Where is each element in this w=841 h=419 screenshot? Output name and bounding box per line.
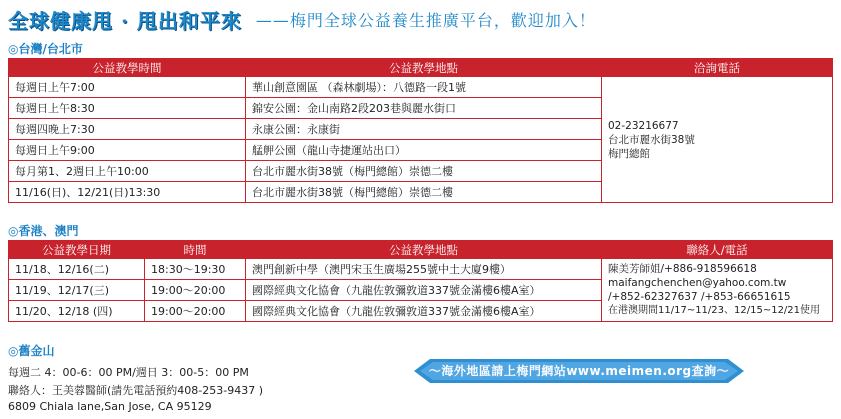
table-row — [9, 77, 833, 98]
column-header: 時間 — [145, 241, 246, 259]
website-banner — [414, 357, 744, 385]
time-cell: 18:30～19:30 — [145, 259, 246, 280]
table-header-row — [9, 241, 833, 259]
column-header: 洽詢電話 — [602, 59, 833, 77]
place-cell: 華山創意園區 （森林劇場）：八德路一段1號 — [246, 77, 602, 98]
column-header: 公益教學地點 — [246, 59, 602, 77]
time-cell: 每月第1、2週日上午10:00 — [9, 161, 246, 182]
region-san-francisco: ◎舊金山 — [8, 344, 55, 358]
sf-address: 6809 Chiala lane,San Jose, CA 95129 — [8, 400, 212, 413]
contact-cell — [602, 77, 833, 203]
date-cell: 11/19、12/17(三) — [9, 280, 145, 301]
venue-name: 梅門總館 — [608, 147, 650, 160]
place-cell: 國際經典文化協會（九龍佐敦彌敦道337號金滿樓6樓A室） — [246, 280, 602, 301]
table-row — [9, 259, 833, 280]
place-cell: 台北市麗水街38號（梅門總館）崇德二樓 — [246, 182, 602, 203]
place-cell: 台北市麗水街38號（梅門總館）崇德二樓 — [246, 161, 602, 182]
contact-email: maifangchenchen@yahoo.com.tw — [608, 277, 787, 289]
time-cell: 19:00～20:00 — [145, 301, 246, 322]
place-cell: 澳門創新中學（澳門宋玉生廣場255號中土大廈9樓） — [246, 259, 602, 280]
time-cell: 11/16(日)、12/21(日)13:30 — [9, 182, 246, 203]
column-header: 公益教學日期 — [9, 241, 145, 259]
sf-schedule: 每週二 4：00-6：00 PM/週日 3：00-5：00 PM — [8, 366, 249, 379]
contact-note: 在港澳期間11/17~11/23、12/15~12/21使用 — [608, 305, 821, 316]
time-cell: 19:00～20:00 — [145, 280, 246, 301]
time-cell: 每週四晚上7:30 — [9, 119, 246, 140]
table-header-row — [9, 59, 833, 77]
contact-cell — [602, 259, 833, 322]
page-header — [8, 4, 596, 34]
column-header: 公益教學時間 — [9, 59, 246, 77]
page-subtitle: ——梅門全球公益養生推廣平台，歡迎加入！ — [255, 10, 596, 30]
banner-text: ～海外地區請上梅門網站www.meimen.org查詢～ — [428, 364, 730, 378]
place-cell: 國際經典文化協會（九龍佐敦彌敦道337號金滿樓6樓A室） — [246, 301, 602, 322]
date-cell: 11/20、12/18 (四) — [9, 301, 145, 322]
sf-contact: 聯絡人：王美蓉醫師(請先電話預約408-253-9437 ) — [8, 384, 264, 397]
place-cell: 永康公園：永康街 — [246, 119, 602, 140]
place-cell: 錦安公園：金山南路2段203巷與麗水街口 — [246, 98, 602, 119]
time-cell: 每週日上午9:00 — [9, 140, 246, 161]
place-cell: 艋舺公園（龍山寺捷運站出口） — [246, 140, 602, 161]
phone-number: 02-23216677 — [608, 119, 679, 132]
contact-phones: /+852-62327637 /+853-66651615 — [608, 291, 791, 303]
time-cell: 每週日上午7:00 — [9, 77, 246, 98]
address: 台北市麗水街38號 — [608, 133, 695, 146]
contact-name-phone: 陳美芳師姐/+886-918596618 — [608, 263, 757, 275]
hk-macau-schedule-table — [8, 240, 833, 322]
date-cell: 11/18、12/16(二) — [9, 259, 145, 280]
column-header: 聯絡人/電話 — [602, 241, 833, 259]
taipei-schedule-table — [8, 58, 833, 203]
time-cell: 每週日上午8:30 — [9, 98, 246, 119]
column-header: 公益教學地點 — [246, 241, 602, 259]
region-taipei: ◎台灣/台北市 — [8, 42, 83, 56]
region-hk-macau: ◎香港、澳門 — [8, 224, 79, 238]
page-title: 全球健康甩 · 甩出和平來 — [8, 8, 242, 33]
